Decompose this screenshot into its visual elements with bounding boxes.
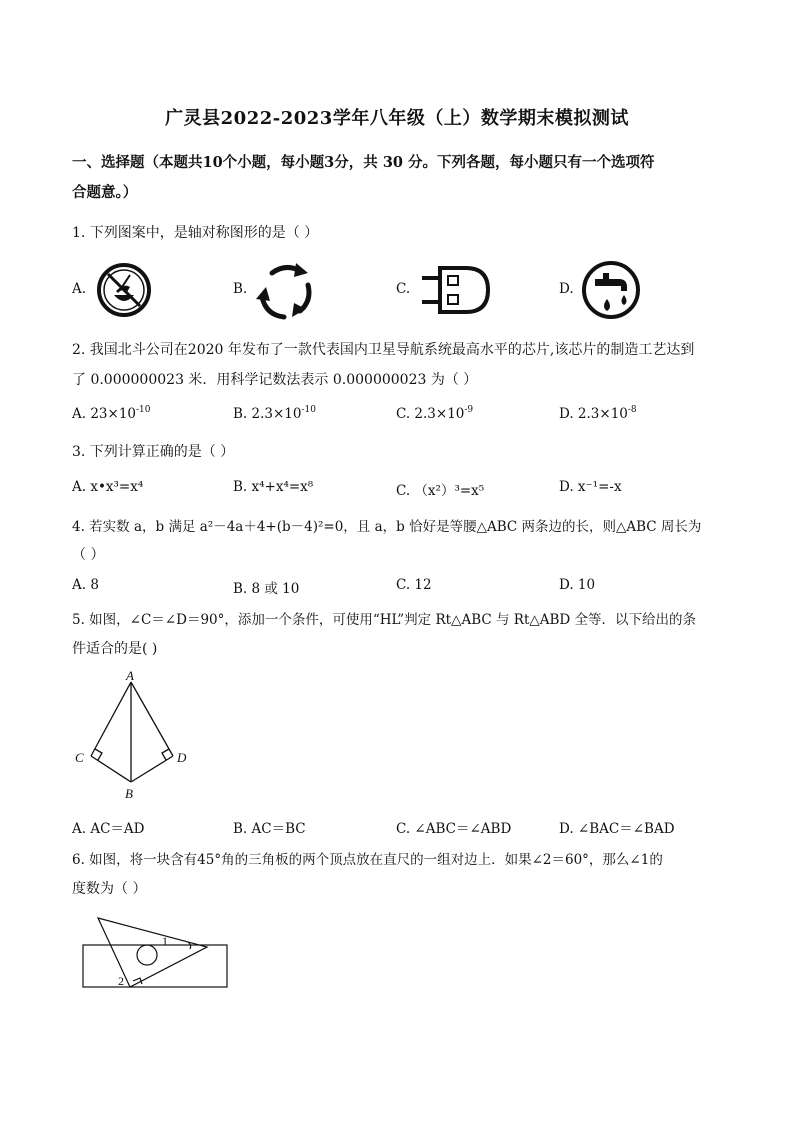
- q2-option-b-exponent: -10: [301, 405, 316, 415]
- q2-option-d-base: D. 2.3×10: [559, 406, 628, 422]
- q2-option-a-exponent: -10: [136, 405, 151, 415]
- q5-option-b: B. AC＝BC: [233, 821, 306, 837]
- q5-option-c: C. ∠ABC＝∠ABD: [396, 821, 512, 837]
- question-6-line2: 度数为（ ）: [72, 881, 147, 897]
- question-2-line2: 了 0.000000023 米．用科学记数法表示 0.000000023 为（ ）: [72, 372, 478, 388]
- question-6-line1: 6. 如图，将一块含有45°角的三角板的两个顶点放在直尺的一组对边上．如果∠2＝60°，那么∠1的: [72, 852, 663, 868]
- section-heading-line1: 一、选择题（本题共10个小题，每小题3分，共 30 分。下列各题，每小题只有一个选项符: [72, 154, 655, 171]
- q1-option-d-label: D.: [559, 281, 574, 297]
- question-5-line2: 件适合的是( ): [72, 641, 158, 657]
- recycle-arrows-icon: [254, 259, 318, 321]
- q3-option-c: C. （x²）³=x⁵: [396, 483, 485, 499]
- no-fishing-icon: [94, 261, 158, 321]
- q1-option-c-label: C.: [396, 281, 411, 297]
- question-2-line1: 2. 我国北斗公司在2020 年发布了一款代表国内卫星导航系统最高水平的芯片,该芯片的制造工艺达到: [72, 342, 695, 358]
- question-3-text: 3. 下列计算正确的是（ ）: [72, 444, 235, 460]
- question-1-text: 1. 下列图案中，是轴对称图形的是（ ）: [72, 225, 319, 241]
- q4-option-c: C. 12: [396, 577, 432, 593]
- q5-label-d: D: [177, 750, 187, 765]
- q2-option-a: [72, 406, 151, 422]
- section-heading-line2: 合题意。）: [72, 184, 138, 201]
- q5-label-b: B: [125, 786, 133, 801]
- power-plug-icon: [418, 262, 494, 318]
- q2-option-d: [559, 406, 637, 422]
- q5-label-a: A: [126, 668, 134, 683]
- q2-option-b-base: B. 2.3×10: [233, 406, 302, 422]
- question-4-line2: （ ）: [72, 547, 105, 563]
- question-5-line1: 5. 如图，∠C＝∠D＝90°，添加一个条件，可使用“HL”判定 Rt△ABC 与 Rt△ABD 全等．以下给出的条: [72, 612, 697, 628]
- q1-option-a-label: A.: [72, 281, 87, 297]
- q2-option-b: [233, 406, 316, 422]
- q5-option-a: A. AC＝AD: [72, 821, 145, 837]
- q6-angle-2-label: 2: [118, 974, 124, 988]
- q3-option-a: A. x•x³=x⁴: [72, 479, 144, 495]
- q1-option-b-label: B.: [233, 281, 248, 297]
- q2-option-d-exponent: -8: [627, 405, 637, 415]
- q2-option-a-base: A. 23×10: [72, 406, 136, 422]
- q3-option-d: D. x⁻¹=-x: [559, 479, 622, 495]
- q2-option-c: [396, 406, 473, 422]
- q5-option-d: D. ∠BAC＝∠BAD: [559, 821, 675, 837]
- q4-option-a: A. 8: [72, 577, 99, 593]
- q6-angle-1-label: 1: [162, 934, 168, 948]
- q5-kite-figure: [70, 668, 200, 804]
- water-tap-icon: [579, 259, 645, 321]
- q2-option-c-exponent: -9: [464, 405, 474, 415]
- q4-option-b: B. 8 或 10: [233, 581, 300, 597]
- q4-option-d: D. 10: [559, 577, 596, 593]
- q3-option-b: B. x⁴+x⁴=x⁸: [233, 479, 314, 495]
- q6-ruler-triangle-figure: [80, 912, 232, 992]
- q5-label-c: C: [75, 750, 84, 765]
- question-4-line1: 4. 若实数 a，b 满足 a²－4a＋4+(b－4)²=0，且 a，b 恰好是等腰△ABC 两条边的长，则△ABC 周长为: [72, 519, 702, 535]
- q2-option-c-base: C. 2.3×10: [396, 406, 465, 422]
- page-title: 广灵县2022-2023学年八年级（上）数学期末模拟测试: [165, 108, 629, 129]
